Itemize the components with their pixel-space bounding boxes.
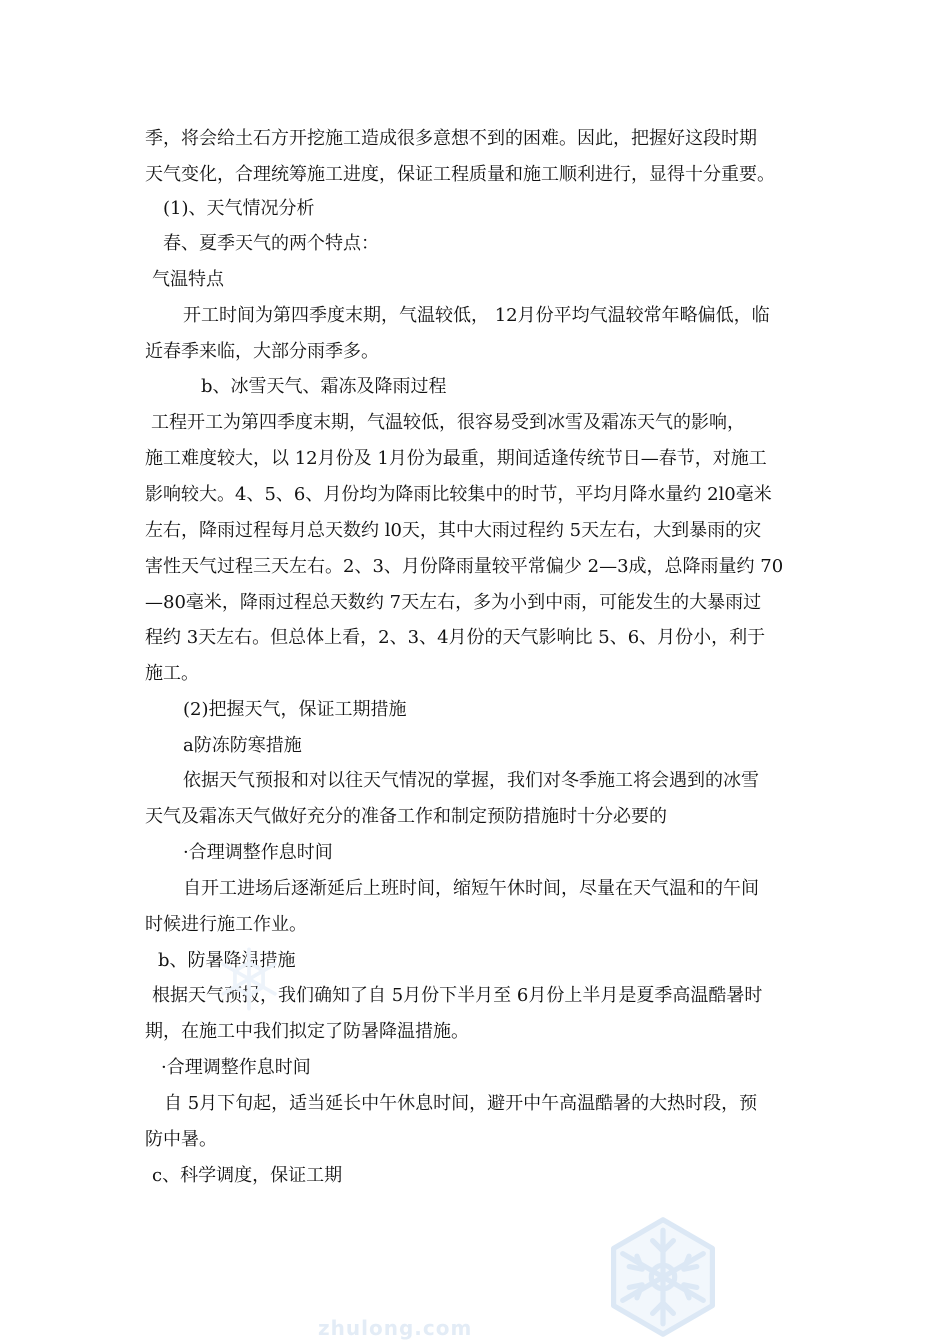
paragraph-line: 工程开工为第四季度末期，气温较低，很容易受到冰雪及霜冻天气的影响，	[151, 412, 745, 433]
section-heading: (2)把握天气，保证工期措施	[183, 699, 407, 720]
paragraph-line: 时候进行施工作业。	[145, 914, 307, 935]
paragraph-line: 近春季来临，大部分雨季多。	[145, 341, 379, 362]
paragraph-line: 春、夏季天气的两个特点：	[163, 233, 379, 254]
paragraph-line: 施工。	[145, 663, 199, 684]
paragraph-line: 天气及霜冻天气做好充分的准备工作和制定预防措施时十分必要的	[145, 806, 667, 827]
bullet-item: ·合理调整作息时间	[161, 1057, 311, 1078]
watermark-text: zhulong.com	[318, 1316, 473, 1340]
paragraph-line: 自开工进场后逐渐延后上班时间，缩短午休时间，尽量在天气温和的午间	[183, 878, 759, 899]
bullet-item: ·合理调整作息时间	[183, 842, 333, 863]
section-heading: (1)、天气情况分析	[163, 198, 315, 219]
paragraph-line: 程约 3天左右。但总体上看，2、3、4月份的天气影响比 5、6、月份小，利于	[145, 627, 766, 648]
paragraph-line: 天气变化，合理统筹施工进度，保证工程质量和施工顺利进行，显得十分重要。	[145, 164, 775, 185]
paragraph-line: 期，在施工中我们拟定了防暑降温措施。	[145, 1021, 469, 1042]
paragraph-line: 季，将会给土石方开挖施工造成很多意想不到的困难。因此，把握好这段时期	[145, 128, 757, 149]
paragraph-line: 施工难度较大，以 12月份及 1月份为最重，期间适逢传统节日—春节，对施工	[145, 448, 767, 469]
paragraph-line: 害性天气过程三天左右。2、3、月份降雨量较平常偏少 2—3成，总降雨量约 70	[145, 556, 784, 577]
paragraph-line: 影响较大。4、5、6、月份均为降雨比较集中的时节，平均月降水量约 2l0毫米	[145, 484, 772, 505]
paragraph-line: 开工时间为第四季度末期，气温较低， 12月份平均气温较常年略偏低，临	[183, 305, 770, 326]
paragraph-line: 防中暑。	[145, 1129, 217, 1150]
subheading: c、科学调度，保证工期	[152, 1165, 343, 1186]
paragraph-line: 依据天气预报和对以往天气情况的掌握，我们对冬季施工将会遇到的冰雪	[183, 770, 759, 791]
paragraph-line: —80毫米，降雨过程总天数约 7天左右，多为小到中雨，可能发生的大暴雨过	[145, 592, 762, 613]
subheading: b、防暑降温措施	[158, 950, 296, 971]
paragraph-line: 左右，降雨过程每月总天数约 l0天，其中大雨过程约 5天左右，大到暴雨的灾	[145, 520, 762, 541]
subheading: b、冰雪天气、霜冻及降雨过程	[201, 376, 447, 397]
subheading: 气温特点	[152, 269, 224, 290]
subheading: a防冻防寒措施	[183, 735, 302, 756]
snowflake-watermark-icon	[212, 942, 286, 1016]
paragraph-line: 根据天气预报，我们确知了自 5月份下半月至 6月份上半月是夏季高温酷暑时	[152, 985, 763, 1006]
paragraph-line: 自 5月下旬起，适当延长中午休息时间，避开中午高温酷暑的大热时段，预	[164, 1093, 758, 1114]
snowflake-logo-icon	[598, 1212, 728, 1342]
